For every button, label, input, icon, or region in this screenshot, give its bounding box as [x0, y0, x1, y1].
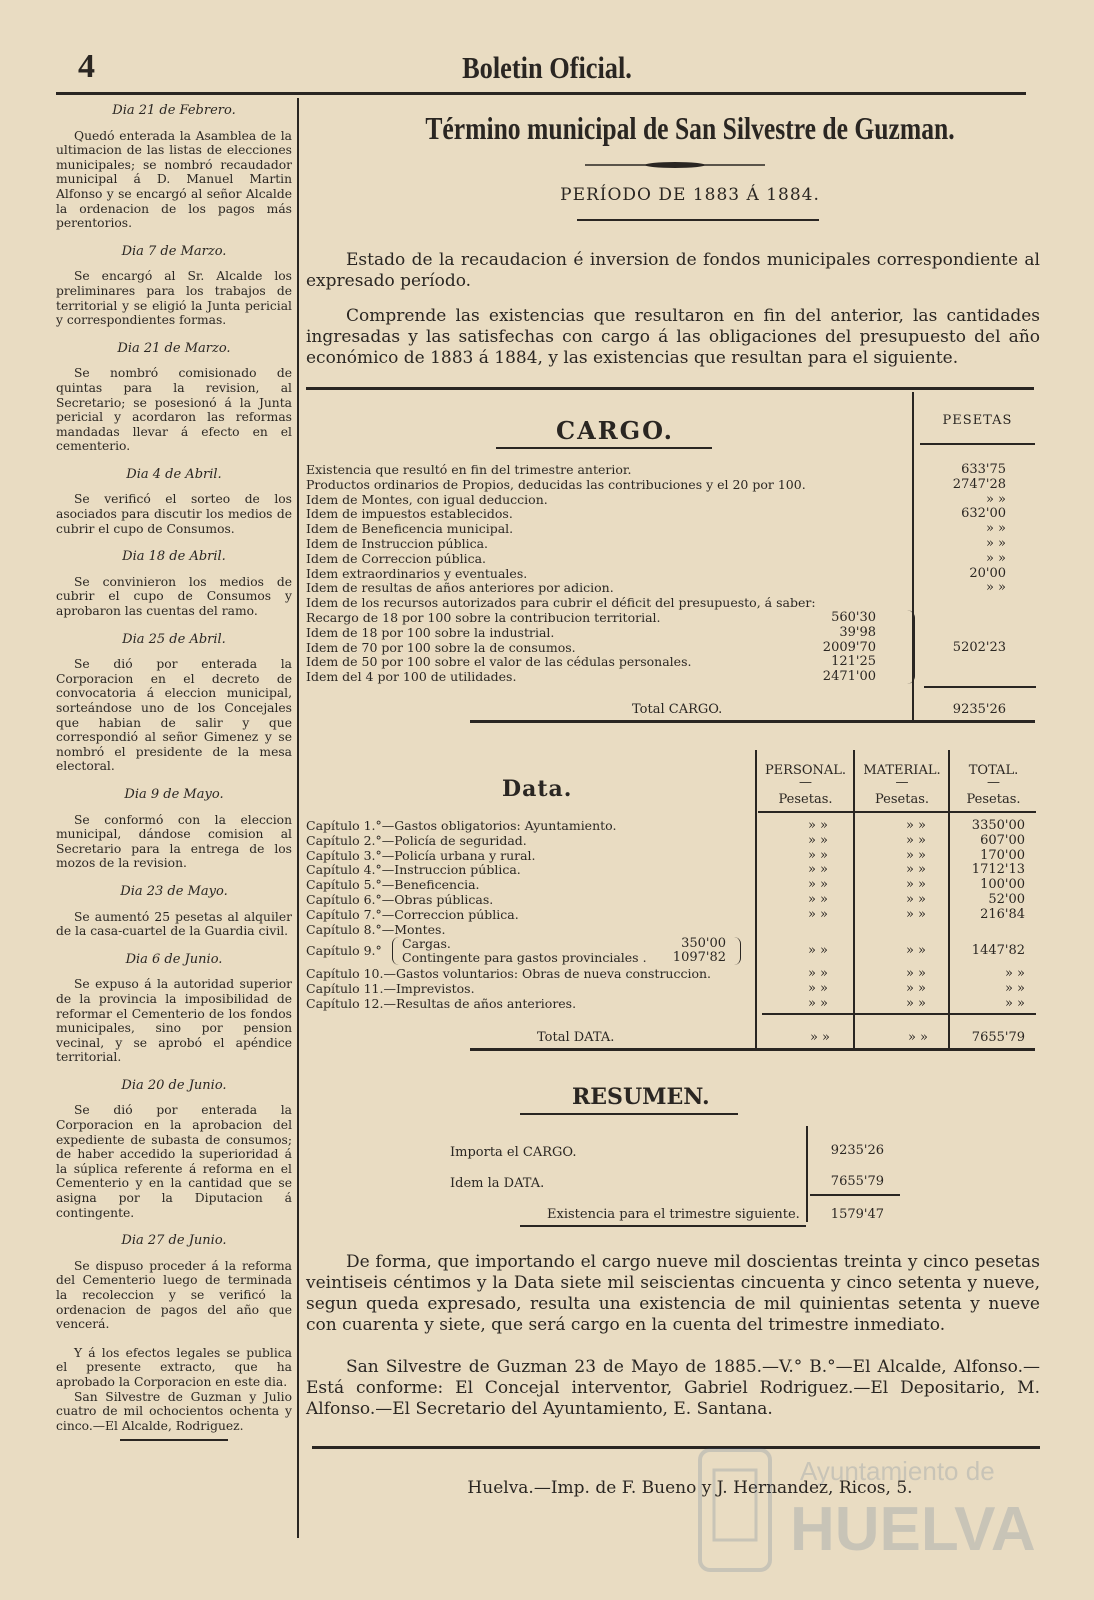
resumen-bottom-rule: [520, 1225, 806, 1227]
data-row-personal: » »: [807, 996, 828, 1011]
minute-text: Se convinieron los medios de cubrir el cupo de Consumos y aprobaron las cuentas del ramo.: [56, 574, 292, 619]
minute-date: Dia 27 de Junio.: [121, 1233, 227, 1249]
resumen-title: RESUMEN.: [572, 1084, 710, 1110]
data-total-value: 7655'79: [971, 1030, 1025, 1045]
data-row-label: Capítulo 4.°—Instruccion pública.: [306, 862, 521, 878]
period-heading: PERÍODO DE 1883 Á 1884.: [560, 185, 820, 205]
minute-date: Dia 4 de Abril.: [126, 466, 222, 482]
cargo-sum-rule: [924, 686, 1036, 688]
cap9-label: Capítulo 9.°: [306, 943, 382, 959]
closing-rule: [120, 1439, 228, 1441]
data-total-header: TOTAL.: [968, 763, 1019, 778]
resumen-data-value: 7655'79: [830, 1174, 884, 1189]
data-table: [306, 818, 1046, 1018]
data-row-total: 216'84: [980, 906, 1025, 922]
data-row-material: » »: [905, 906, 926, 922]
page-number: 4: [78, 48, 95, 85]
data-row-total: » »: [1004, 966, 1025, 982]
data-row-label: Capítulo 3.°—Policía urbana y rural.: [306, 847, 536, 863]
dash-1: —: [799, 775, 812, 790]
data-row-label: Capítulo 1.°—Gastos obligatorios: Ayuntamiento.: [306, 818, 617, 833]
recargo-label: Recargo de 18 por 100 sobre la contribucion territorial.: [306, 610, 661, 625]
cargo-title-rule: [496, 447, 712, 449]
data-material-sub: Pesetas.: [875, 792, 929, 807]
resumen-title-rule: [520, 1113, 738, 1115]
main-title: Término municipal de San Silvestre de Guzman.: [425, 110, 955, 146]
cargo-row-value: 2747'28: [952, 476, 1006, 492]
dash-2: —: [895, 775, 909, 790]
minute-text: Se conformó con la eleccion municipal, dándose comision al Secretario para la entrega de los mozos de la revision.: [56, 812, 292, 871]
data-row-label: Capítulo 5.°—Beneficencia.: [306, 877, 480, 893]
data-row-total: 1712'13: [971, 862, 1025, 878]
resumen-cargo-value: 9235'26: [830, 1143, 884, 1158]
newspaper-title: Boletin Oficial.: [462, 50, 632, 85]
closing-text: San Silvestre de Guzman y Julio cuatro de mil ochocientos ochenta y cinco.—El Alcalde, Rodriguez.: [56, 1389, 292, 1433]
recargo-label: Idem de 18 por 100 sobre la industrial.: [306, 624, 555, 640]
resumen-exist-value: 1579'47: [830, 1207, 884, 1222]
data-row-material: » »: [905, 996, 926, 1011]
recargo-label: Idem de 50 por 100 sobre el valor de las cédulas personales.: [306, 654, 692, 670]
minute-date: Dia 9 de Mayo.: [124, 786, 224, 802]
data-row-label: Capítulo 11.—Imprevistos.: [306, 981, 475, 997]
minute-date: Dia 21 de Febrero.: [112, 103, 236, 118]
cargo-row-label: Idem extraordinarios y eventuales.: [306, 565, 528, 581]
cargo-table: [306, 462, 1046, 712]
data-row-total: 3350'00: [971, 818, 1025, 833]
minute-date: Dia 7 de Marzo.: [121, 243, 227, 259]
cargo-total-label: Total CARGO.: [632, 702, 723, 717]
data-material-header: MATERIAL.: [863, 763, 941, 778]
data-row-total: 170'00: [980, 847, 1025, 863]
cargo-row-value: 632'00: [961, 506, 1006, 522]
cap9-total: 1447'82: [971, 943, 1025, 959]
minute-date: Dia 6 de Junio.: [125, 951, 223, 967]
data-row-material: » »: [905, 862, 926, 878]
cap9-item-value: 1097'82: [672, 949, 726, 965]
cap9-item-label: Cargas.: [402, 936, 451, 952]
data-personal-sub: Pesetas.: [778, 792, 833, 807]
data-row-personal: » »: [807, 981, 828, 997]
cargo-row-value: » »: [985, 580, 1006, 596]
cargo-pesetas-header: PESETAS: [942, 413, 1013, 428]
cargo-row-value: » »: [985, 536, 1006, 551]
recargo-value: 2471'00: [822, 669, 876, 685]
cap9-item-label: Contingente para gastos provinciales .: [402, 949, 647, 965]
data-row-label: Capítulo 6.°—Obras públicas.: [306, 892, 494, 907]
recargo-value: 121'25: [831, 654, 876, 670]
recargo-value: 2009'70: [822, 639, 876, 655]
minute-text: Se dió por enterada la Corporacion en la aprobacion del expediente de subasta de consumos; de haber accedido la superioridad á la súplica referente á reforma en el Cementerio y en la cantidad que se asigna por la Diputacion á contingente.: [56, 1103, 292, 1220]
data-row-personal: » »: [807, 862, 828, 878]
cap9-bracket: [392, 937, 399, 965]
data-row-personal: » »: [807, 832, 828, 848]
minute-text: Quedó enterada la Asamblea de la ultimacion de las listas de elecciones municipales; se nombró recaudador municipal á D. Manuel Martin Alfonso y se encargó al señor Alcalde la ordenacion de los pagos más perentorios.: [56, 128, 292, 231]
watermark-line2: HUELVA: [790, 1495, 1036, 1564]
huelva-watermark: [690, 1420, 1090, 1600]
minute-text: Se dió por enterada la Corporacion en el decreto de convocatoria á eleccion municipal, sorteándose uno de los Concejales que habian de salir y que correspondió al señor Gimenez y se nombró el presidente de la mesa electoral.: [56, 657, 292, 774]
cap9-bracket-right: [734, 937, 741, 965]
cap9-item-value: 350'00: [681, 936, 726, 952]
column-divider: [297, 98, 299, 1538]
cap9-material: » »: [905, 943, 926, 959]
data-personal-header: PERSONAL.: [764, 763, 847, 778]
minute-date: Dia 25 de Abril.: [122, 631, 226, 647]
ornament-divider: [585, 160, 765, 170]
minute-text: Se expuso á la autoridad superior de la provincia la imposibilidad de reformar el Cementerio de los fondos municipales, sino por pension vecinal, y se aprobó el apéndice territorial.: [56, 977, 292, 1065]
data-row-material: » »: [905, 818, 926, 833]
data-row-personal: » »: [807, 906, 828, 922]
period-rule: [577, 219, 819, 221]
data-header-rule: [758, 811, 1036, 813]
cargo-total-value: 9235'26: [952, 702, 1006, 717]
data-row-total: » »: [1004, 981, 1025, 997]
minute-date: Dia 23 de Mayo.: [120, 883, 228, 899]
closing-text: Y á los efectos legales se publica el presente extracto, que ha aprobado la Corporacion en este dia.: [56, 1345, 292, 1389]
minute-text: Se nombró comisionado de quintas para la revision, al Secretario; se posesionó á la Junta pericial y acordaron las reformas mandadas llevar á efecto en el cementerio.: [56, 366, 292, 454]
data-row-material: » »: [905, 892, 926, 907]
minute-date: Dia 21 de Marzo.: [117, 340, 231, 356]
signature-paragraph: San Silvestre de Guzman 23 de Mayo de 1885.—V.° B.°—El Alcalde, Alfonso.—Está conforme: El Concejal interventor, Gabriel Rodriguez.—El Depositario, M. Alfonso.—El Secretario del Ayuntamiento, E. Santana.: [306, 1357, 1040, 1419]
data-row-total: » »: [1004, 996, 1025, 1011]
data-row-total: 52'00: [988, 892, 1025, 907]
data-total-label: Total DATA.: [537, 1030, 615, 1045]
data-total-sub: Pesetas.: [966, 792, 1021, 807]
minute-text: Se encargó al Sr. Alcalde los preliminares para los trabajos de territorial y se eligió la Junta pericial y correspondientes formas.: [56, 269, 292, 328]
data-sum-rule: [762, 1013, 1036, 1015]
data-row-label: Capítulo 2.°—Policía de seguridad.: [306, 832, 527, 848]
cargo-row-value: » »: [985, 521, 1006, 537]
conclusion-paragraph: De forma, que importando el cargo nueve mil doscientas treinta y cinco pesetas veintiseis céntimos y la Data siete mil seiscientas cincuenta y cinco setenta y nueve, segun queda expresado, resulta una existencia de mil quinientas setenta y nueve con cuarenta y siete, que será cargo en la cuenta del trimestre inmediato.: [306, 1252, 1040, 1335]
cargo-row-label: Productos ordinarios de Propios, deducidas las contribuciones y el 20 por 100.: [306, 476, 806, 492]
data-row-total: 607'00: [980, 832, 1025, 848]
resumen-divider: [806, 1126, 808, 1222]
cargo-title: CARGO.: [556, 416, 675, 445]
cargo-row-value: 20'00: [969, 565, 1006, 581]
minute-date: Dia 20 de Junio.: [121, 1077, 227, 1093]
watermark-line1: Ayuntamiento de: [800, 1456, 995, 1486]
data-row-personal: » »: [807, 877, 828, 893]
recargo-total: 5202'23: [952, 639, 1006, 655]
data-row-material: » »: [905, 877, 926, 893]
data-row-personal: » »: [807, 892, 828, 907]
minute-text: Se verificó el sorteo de los asociados para discutir los medios de cubrir el cupo de Consumos.: [56, 492, 292, 536]
cargo-top-rule: [306, 387, 1034, 390]
data-row-personal: » »: [807, 818, 828, 833]
cap9-personal: » »: [807, 943, 828, 959]
data-row-material: » »: [905, 966, 926, 982]
data-row-label: Capítulo 10.—Gastos voluntarios: Obras de nueva construccion.: [306, 966, 712, 982]
data-row-personal: » »: [807, 966, 828, 982]
cargo-row-label: Idem de Correccion pública.: [306, 550, 486, 566]
intro-paragraph-2: Comprende las existencias que resultaron en fin del anterior, las cantidades ingresadas y las satisfechas con cargo á las obligaciones del presupuesto del año económico de 1883 á 1884, y las existencias que resultan para el siguiente.: [306, 306, 1040, 368]
cargo-row-value: 633'75: [961, 462, 1006, 477]
minute-date: Dia 18 de Abril.: [122, 549, 226, 565]
recargo-bracket: [906, 610, 915, 684]
resumen-data-label: Idem la DATA.: [450, 1176, 545, 1191]
resumen-cargo-label: Importa el CARGO.: [450, 1145, 577, 1160]
recargo-label: Idem del 4 por 100 de utilidades.: [306, 669, 517, 685]
data-row-material: » »: [905, 847, 926, 863]
cargo-row-label: Existencia que resultó en fin del trimestre anterior.: [306, 462, 632, 477]
cargo-bottom-rule: [470, 720, 1035, 723]
header-rule: [56, 92, 1026, 95]
cargo-row-label: Idem de impuestos establecidos.: [306, 506, 513, 522]
data-bottom-rule: [470, 1048, 1035, 1051]
data-total-material: » »: [907, 1030, 928, 1045]
data-title: Data.: [502, 776, 573, 802]
data-row-label: Capítulo 12.—Resultas de años anteriores.: [306, 996, 577, 1011]
data-row-personal: » »: [807, 847, 828, 863]
cargo-row-label: Idem de Montes, con igual deduccion.: [306, 491, 548, 507]
intro-paragraph-1: Estado de la recaudacion é inversion de fondos municipales correspondiente al expresado período.: [306, 250, 1040, 291]
recargo-label: Idem de 70 por 100 sobre la de consumos.: [306, 639, 576, 655]
data-row-label: Capítulo 7.°—Correccion pública.: [306, 906, 519, 922]
resumen-exist-label: Existencia para el trimestre siguiente.: [547, 1207, 800, 1222]
cargo-row-label: Idem de Instruccion pública.: [306, 536, 489, 551]
pesetas-rule: [920, 443, 1035, 445]
data-row-total: 100'00: [980, 877, 1025, 893]
recargo-value: 39'98: [839, 624, 876, 640]
left-column-minutes: [56, 104, 292, 1441]
cargo-row-value: » »: [985, 550, 1006, 566]
minute-text: Se aumentó 25 pesetas al alquiler de la casa-cuartel de la Guardia civil.: [56, 909, 292, 939]
dash-3: —: [987, 775, 1000, 790]
recargo-value: 560'30: [831, 610, 876, 625]
resumen-sum-rule: [810, 1194, 900, 1196]
printer-imprint: Huelva.—Imp. de F. Bueno y J. Hernandez, Ricos, 5.: [467, 1478, 913, 1498]
cargo-row-label: Idem de los recursos autorizados para cubrir el déficit del presupuesto, á saber:: [306, 595, 816, 611]
data-row-material: » »: [905, 981, 926, 997]
data-row-material: » »: [905, 832, 926, 848]
cargo-row-value: » »: [985, 491, 1006, 507]
cargo-row-label: Idem de resultas de años anteriores por adicion.: [306, 580, 614, 596]
minute-text: Se dispuso proceder á la reforma del Cementerio luego de terminada la recoleccion y se verificó la ordenacion de pagos del año que vencerá.: [56, 1258, 292, 1332]
cargo-row-label: Idem de Beneficencia municipal.: [306, 521, 514, 537]
data-row-label: Capítulo 8.°—Montes.: [306, 921, 446, 937]
data-total-personal: » »: [809, 1030, 830, 1045]
